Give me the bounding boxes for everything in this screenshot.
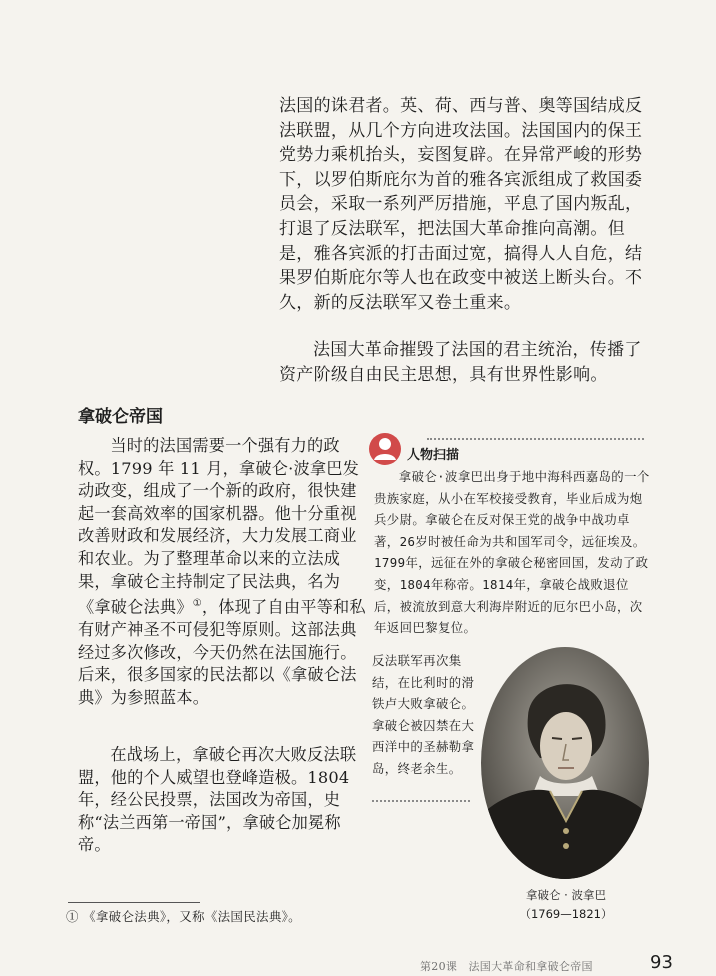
body-paragraph-1-part-a: 当时的法国需要一个强有力的政权。1799 年 11 月，拿破仑·波拿巴发动政变，组成了一个新的政府，很快建起一套高效率的国家机器。他十分重视改善财政和发展经济，大力发展工商业和农业。为了整理革命以来的立法成果，拿破仑主持制定了民法典，名为《拿破仑法典》 [78,436,360,617]
portrait-caption-years: （1769—1821） [519,907,613,921]
body-paragraph-1-part-b: ，体现了自由平等和私有财产神圣不可侵犯等原则。这部法典经过多次修改，今天仍然在法国施行。后来，很多国家的民法都以《拿破仑法典》为参照蓝本。 [78,597,366,707]
body-paragraph-1 [78,435,368,710]
sidebar-title: 人物扫描 [407,448,460,463]
section-heading: 拿破仑帝国 [78,407,163,427]
portrait-caption-name: 拿破仑 · 波拿巴 [526,888,606,902]
sidebar-text-tail: 反法联军再次集结，在比利时的滑铁卢大败拿破仑。拿破仑被囚禁在大西洋中的圣赫勒拿岛，终老余生。 [372,653,475,776]
sidebar-text-main: 拿破仑·波拿巴出身于地中海科西嘉岛的一个贵族家庭，从小在军校接受教育，毕业后成为炮兵少尉。拿破仑在反对保王党的战争中战功卓著，26岁时被任命为共和国军司令，远征埃及。1799年，远征在外的拿破仑秘密回国，发动了政变，1804年称帝。1814年，拿破仑战败退位后，被流放到意大利海岸附近的厄尔巴小岛，次年返回巴黎复位。 [374,469,650,636]
sidebar-top-divider [427,438,644,440]
person-icon [368,432,402,466]
portrait-caption [484,886,648,924]
body-paragraph-2: 在战场上，拿破仑再次大败反法联盟，他的个人威望也登峰造极。1804 年，经公民投票，法国改为帝国，史称“法兰西第一帝国”，拿破仑加冕称帝。 [78,745,357,855]
intro-paragraph: 法国的诛君者。英、荷、西与普、奥等国结成反法联盟，从几个方向进攻法国。法国国内的保王党势力乘机抬头，妄图复辟。在异常严峻的形势下，以罗伯斯庇尔为首的雅各宾派组成了救国委员会，采取一系列严厉措施，平息了国内叛乱，打退了反法联军，把法国大革命推向高潮。但是，雅各宾派的打击面过宽，搞得人人自危，结果罗伯斯庇尔等人也在政变中被送上断头台。不久，新的反法联军又卷土重来。 [279,96,643,313]
page-number: 93 [650,952,673,973]
footnote-mark[interactable]: ① [192,598,202,610]
napoleon-portrait [480,646,650,880]
footnote: ① 《拿破仑法典》，又称《法国民法典》。 [66,909,301,924]
footnote-divider [68,902,200,903]
sidebar-bottom-divider [372,800,470,802]
running-footer-title: 第20课 法国大革命和拿破仑帝国 [420,960,593,973]
closing-paragraph: 法国大革命摧毁了法国的君主统治，传播了资产阶级自由民主思想，具有世界性影响。 [279,340,642,385]
